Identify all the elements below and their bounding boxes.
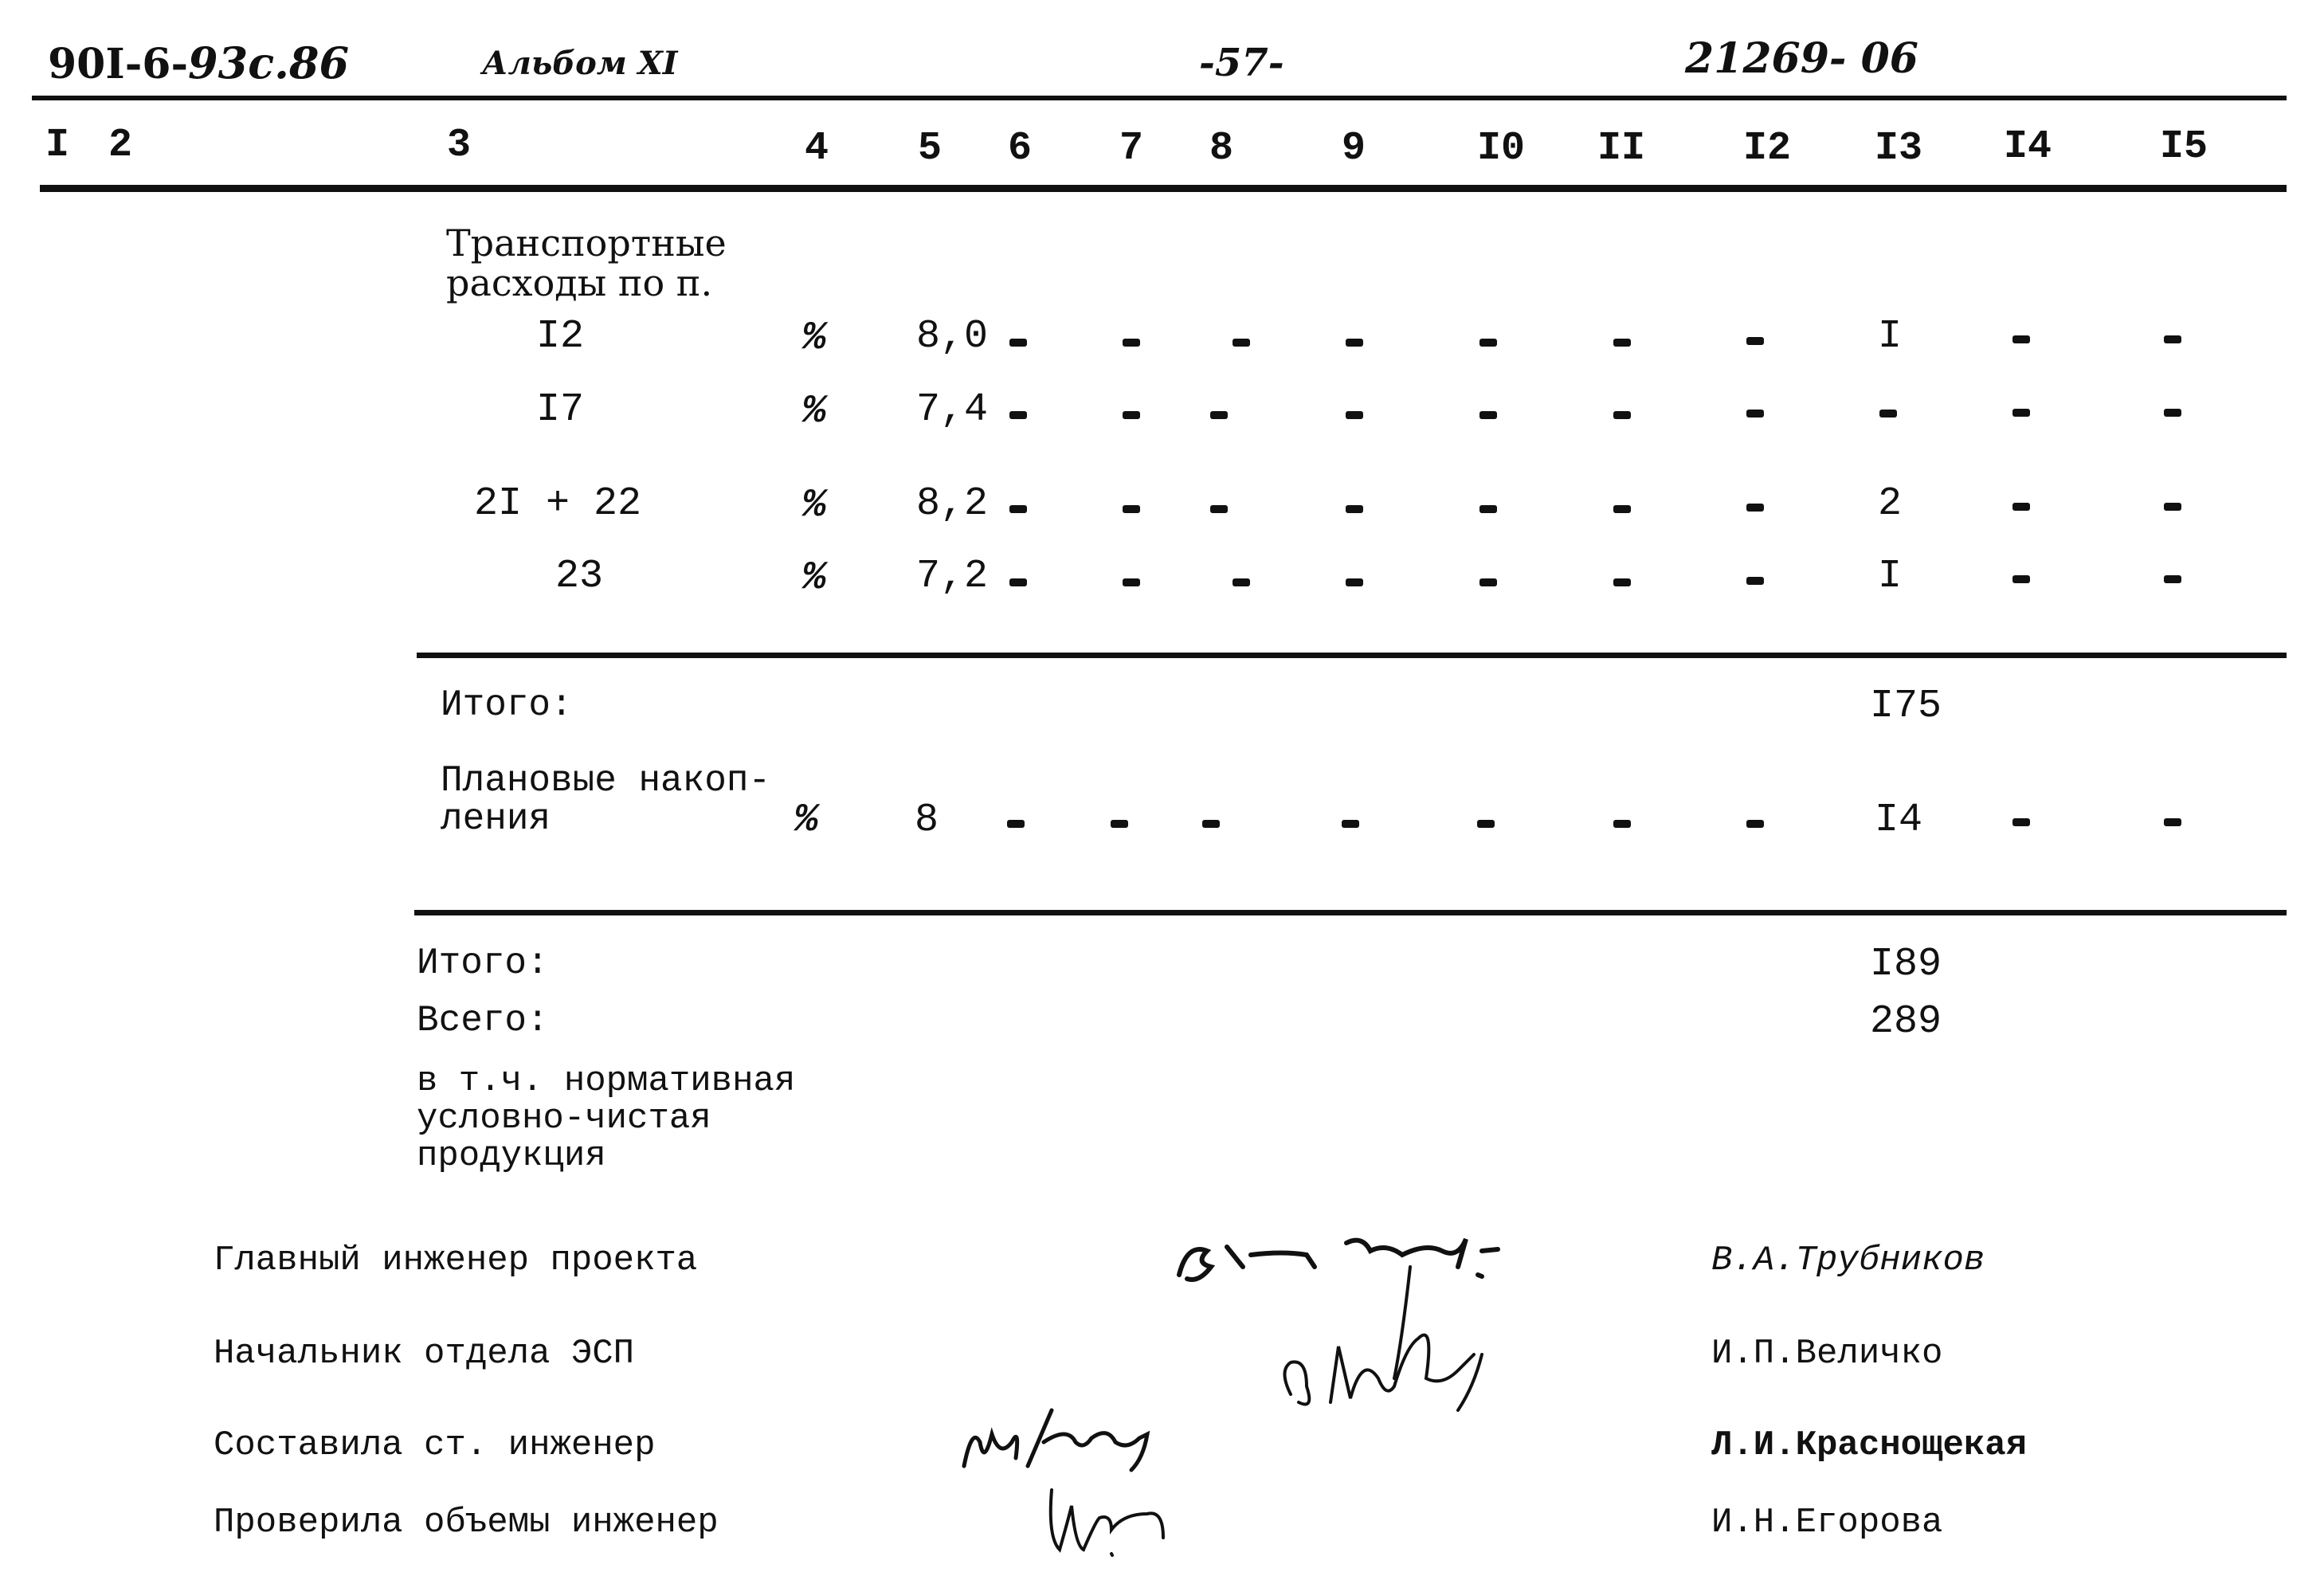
dash — [1210, 505, 1228, 513]
dash — [2012, 335, 2030, 343]
column-number: I2 — [1742, 126, 1792, 171]
dash — [1613, 820, 1631, 828]
rate: 7,2 — [915, 554, 989, 599]
note-line3: продукция — [417, 1136, 606, 1176]
col13-value: I — [1877, 554, 1903, 599]
signatory-role: Проверила объемы инженер — [214, 1503, 719, 1543]
handwritten-signature-icon — [956, 1394, 1211, 1482]
column-number: I5 — [2159, 124, 2208, 170]
page-number: -57- — [1199, 41, 1284, 85]
column-number: I4 — [2003, 124, 2052, 170]
column-number: 8 — [1209, 126, 1234, 171]
dash — [1477, 820, 1495, 828]
dash — [1342, 820, 1359, 828]
signatory-role: Составила ст. инженер — [214, 1425, 656, 1465]
col13-dash — [1879, 410, 1897, 418]
dash — [1746, 577, 1764, 585]
dash — [1613, 578, 1631, 586]
rate: 8 — [914, 798, 939, 843]
rate: 8,2 — [915, 481, 989, 527]
dash — [1233, 578, 1250, 586]
column-number: II — [1597, 126, 1646, 171]
dash — [2012, 818, 2030, 826]
rate: 7,4 — [915, 387, 989, 433]
dash — [1613, 505, 1631, 513]
column-number: 3 — [446, 123, 472, 168]
dash — [1746, 410, 1764, 418]
dash — [1346, 578, 1363, 586]
inventory-number: 21269- 06 — [1685, 34, 1918, 83]
signatory-name: И.Н.Егорова — [1711, 1503, 1943, 1543]
unit: % — [801, 555, 827, 601]
column-number: 9 — [1341, 126, 1366, 171]
dash — [1613, 339, 1631, 347]
dash — [1009, 578, 1027, 586]
dash — [1746, 504, 1764, 512]
column-number: 2 — [108, 123, 133, 168]
total-value: 289 — [1869, 999, 1942, 1045]
dash — [1009, 505, 1027, 513]
dash — [1233, 339, 1250, 347]
signatory-role: Главный инженер проекта — [214, 1241, 698, 1280]
subtotal2-value: I89 — [1869, 942, 1942, 987]
item-ref: I2 — [535, 314, 585, 359]
dash — [1123, 339, 1140, 347]
dash — [2164, 335, 2181, 343]
dash — [1202, 820, 1220, 828]
unit: % — [801, 389, 827, 434]
planned-label-line2: ления — [441, 798, 551, 840]
col13-value: 2 — [1877, 481, 1903, 527]
dash — [2164, 503, 2181, 511]
dash — [1746, 337, 1764, 345]
note-line1: в т.ч. нормативная — [417, 1061, 796, 1101]
dash — [2164, 818, 2181, 826]
dash — [1007, 820, 1025, 828]
column-number: I — [45, 123, 70, 168]
dash — [1123, 578, 1140, 586]
dash — [1346, 505, 1363, 513]
dash — [1123, 505, 1140, 513]
column-number: I0 — [1476, 126, 1526, 171]
section-rule-1 — [417, 653, 2287, 658]
item-ref: 2I + 22 — [473, 481, 642, 527]
dash — [1479, 339, 1497, 347]
document-code-handwritten: 93c.86 — [188, 37, 350, 88]
signatory-name: В.А.Трубников — [1711, 1241, 1985, 1280]
dash — [2164, 575, 2181, 583]
dash — [1009, 411, 1027, 419]
dash — [1479, 578, 1497, 586]
dash — [2012, 575, 2030, 583]
dash — [2012, 409, 2030, 417]
col13-value: I4 — [1874, 798, 1923, 843]
item-ref: I7 — [535, 387, 585, 433]
dash — [1111, 820, 1128, 828]
dash — [1210, 411, 1228, 419]
item-ref: 23 — [555, 554, 604, 599]
planned-label-line1: Плановые накоп- — [441, 760, 771, 802]
section-title-line1: Транспортные — [446, 221, 727, 265]
subtotal-value: I75 — [1869, 684, 1942, 729]
document-code-printed: 90I-6- — [48, 40, 189, 88]
dash — [1123, 411, 1140, 419]
column-number: 5 — [917, 126, 943, 171]
section-title-line2: расходы по п. — [446, 261, 713, 304]
dash — [1346, 339, 1363, 347]
header-rule-bottom — [40, 185, 2287, 192]
section-rule-2 — [414, 910, 2287, 915]
column-number: 4 — [804, 126, 829, 171]
signatory-role: Начальник отдела ЭСП — [214, 1334, 635, 1374]
dash — [1479, 411, 1497, 419]
subtotal2-label: Итого: — [417, 943, 549, 984]
total-label: Всего: — [417, 1000, 549, 1041]
handwritten-signature-icon — [1275, 1259, 1546, 1418]
column-number: 6 — [1007, 126, 1033, 171]
handwritten-signature-icon — [1036, 1474, 1227, 1562]
document-code — [48, 37, 350, 88]
unit: % — [794, 798, 819, 843]
subtotal-label: Итого: — [441, 684, 573, 726]
dash — [1009, 339, 1027, 347]
col13-value: I — [1877, 314, 1903, 359]
header-rule-top — [32, 96, 2287, 100]
dash — [2012, 503, 2030, 511]
rate: 8,0 — [915, 314, 989, 359]
note-line2: условно-чистая — [417, 1099, 711, 1139]
dash — [1613, 411, 1631, 419]
column-number: I3 — [1874, 126, 1923, 171]
album-label: Альбом XI — [482, 45, 678, 82]
signatory-name: Л.И.Краснощекая — [1711, 1425, 2028, 1465]
dash — [1479, 505, 1497, 513]
dash — [2164, 409, 2181, 417]
signatory-name: И.П.Величко — [1711, 1334, 1943, 1374]
unit: % — [801, 316, 827, 361]
dash — [1346, 411, 1363, 419]
dash — [1746, 820, 1764, 828]
unit: % — [801, 483, 827, 528]
column-number: 7 — [1119, 126, 1144, 171]
